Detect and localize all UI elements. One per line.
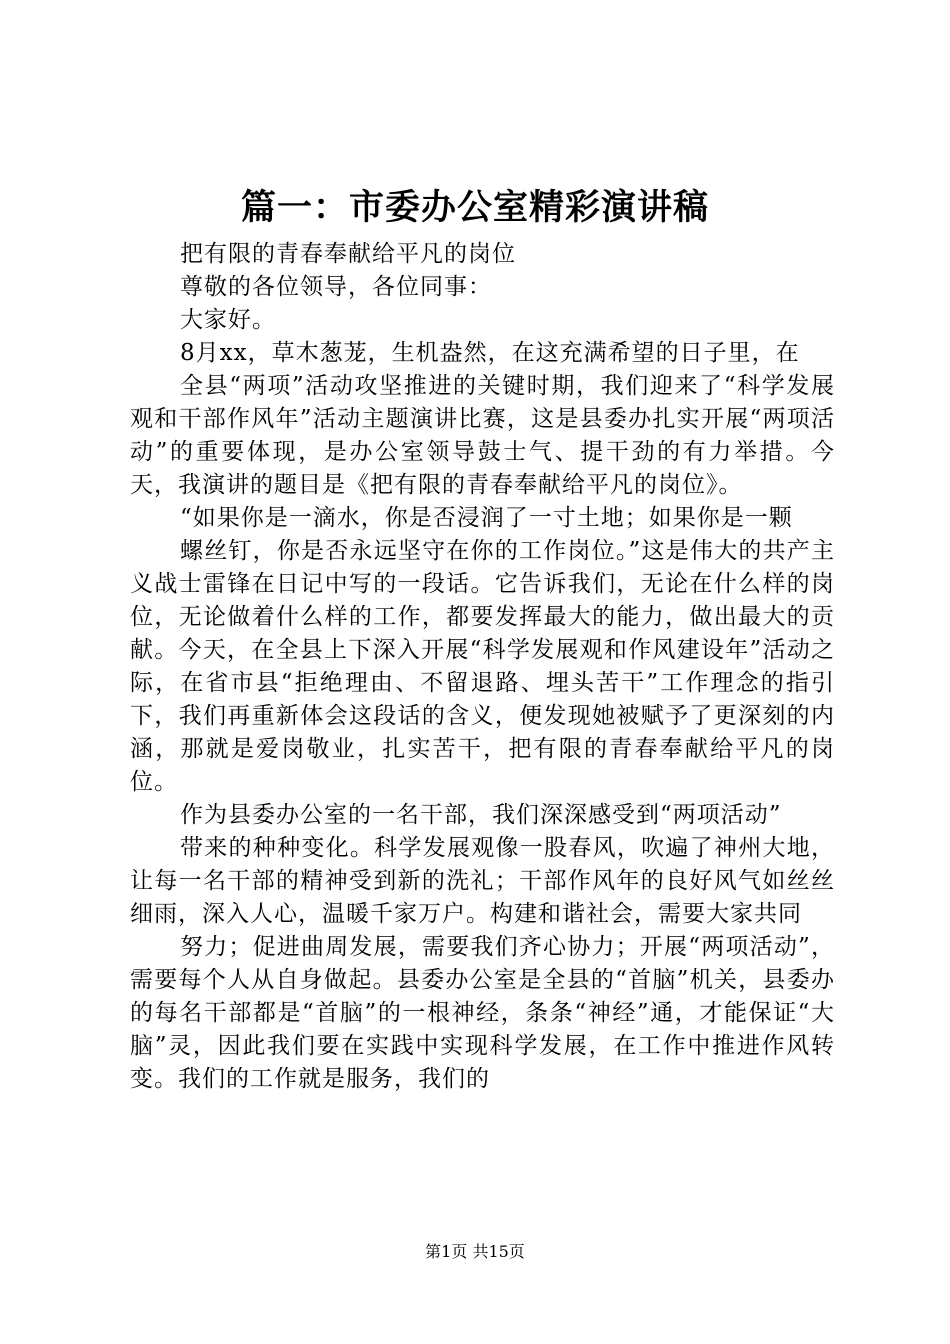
- document-title: 篇一：市委办公室精彩演讲稿: [240, 187, 709, 228]
- page-number-footer: 第1页 共15页: [425, 1242, 525, 1261]
- paragraph: 螺丝钉，你是否永远坚守在你的工作岗位。”这是伟大的共产主义战士雷锋在日记中写的一段话。它告诉我们，无论在什么样的岗位，无论做着什么样的工作，都要发挥最大的能力，做出最大的贡献。今天，在全县上下深入开展“科学发展观和作风建设年”活动之际，在省市县“拒绝理由、不留退路、埋头苦干”工作理念的指引下，我们再重新体会这段话的含义，便发现她被赋予了更深刻的内涵，那就是爱岗敬业，扎实苦干，把有限的青春奉献给平凡的岗位。: [130, 538, 835, 795]
- paragraph-subtitle: 把有限的青春奉献给平凡的岗位: [180, 241, 516, 267]
- paragraph: 8月xx，草木葱茏，生机盎然，在这充满希望的日子里，在: [180, 340, 800, 366]
- paragraph: 带来的种种变化。科学发展观像一股春风，吹遍了神州大地，让每一名干部的精神受到新的洗礼；干部作风年的良好风气如丝丝细雨，深入人心，温暖千家万户。构建和谐社会，需要大家共同: [130, 835, 835, 927]
- paragraph-greeting: 大家好。: [180, 307, 276, 333]
- paragraph: 作为县委办公室的一名干部，我们深深感受到“两项活动”: [180, 802, 782, 828]
- document-body: [130, 238, 835, 1096]
- paragraph: 全县“两项”活动攻坚推进的关键时期，我们迎来了“科学发展观和干部作风年”活动主题演讲比赛，这是县委办扎实开展“两项活动”的重要体现，是办公室领导鼓士气、提干劲的有力举措。今天，我演讲的题目是《把有限的青春奉献给平凡的岗位》。: [130, 373, 835, 498]
- paragraph: 努力；促进曲周发展，需要我们齐心协力；开展“两项活动”，需要每个人从自身做起。县委办公室是全县的“首脑”机关，县委办的每名干部都是“首脑”的一根神经，条条“神经”通，才能保证“大脑”灵，因此我们要在实践中实现科学发展，在工作中推进作风转变。我们的工作就是服务，我们的: [130, 934, 835, 1092]
- paragraph-salutation: 尊敬的各位领导，各位同事：: [180, 274, 492, 300]
- paragraph: “如果你是一滴水，你是否浸润了一寸土地；如果你是一颗: [180, 505, 793, 531]
